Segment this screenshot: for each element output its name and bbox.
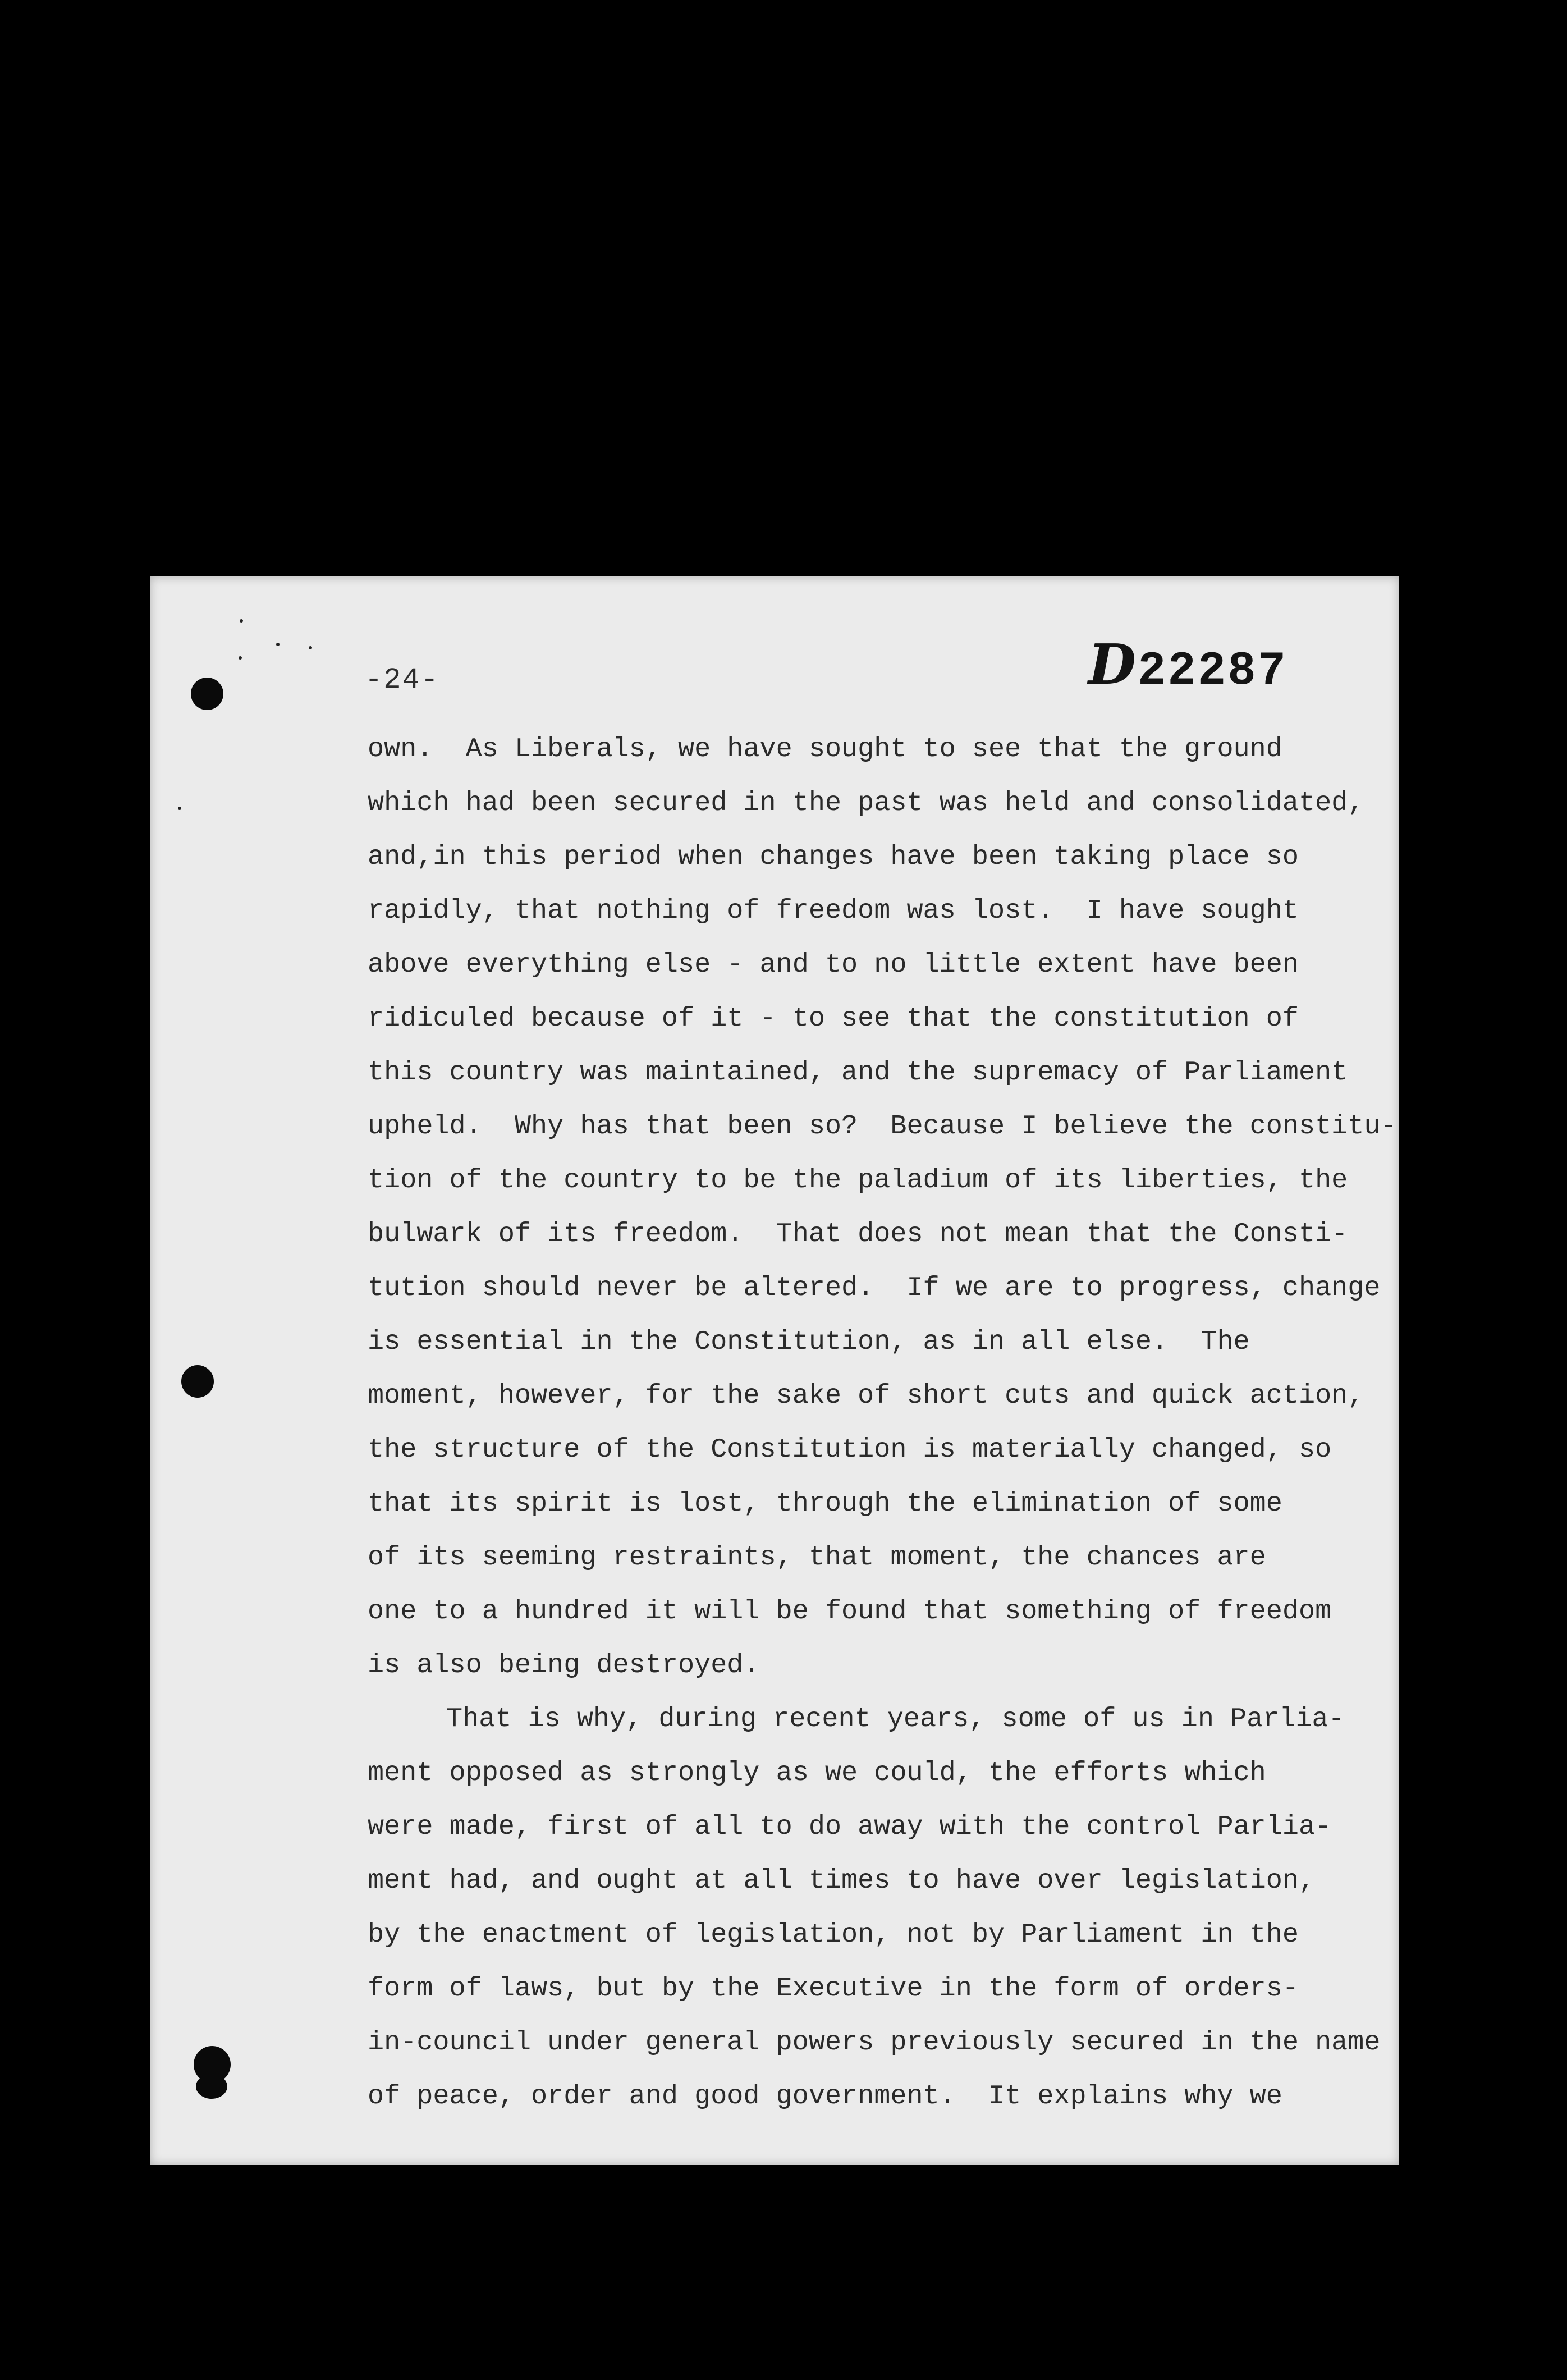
text-line: own. As Liberals, we have sought to see that the ground [368, 734, 1282, 765]
text-line: rapidly, that nothing of freedom was lost. I have sought [368, 895, 1299, 926]
document-id-number: 22287 [1137, 645, 1288, 698]
text-line: of its seeming restraints, that moment, the chances are [368, 1542, 1266, 1573]
binder-hole-top [191, 678, 223, 710]
text-line-paragraph-start: That is why, during recent years, some of us in Parlia- [446, 1704, 1345, 1734]
page-number: -24- [365, 663, 439, 697]
document-id-stamp [1088, 633, 1287, 698]
binder-hole-middle [181, 1365, 214, 1398]
text-line: ment opposed as strongly as we could, the efforts which [368, 1757, 1266, 1788]
text-line: the structure of the Constitution is materially changed, so [368, 1434, 1332, 1465]
text-line: ment had, and ought at all times to have over legislation, [368, 1865, 1316, 1896]
paper-speck [276, 643, 280, 646]
paper-speck [309, 646, 312, 649]
text-line: were made, first of all to do away with the control Parlia- [368, 1811, 1332, 1842]
document-id-lead: D [1088, 633, 1138, 697]
body-text [368, 722, 1397, 2123]
paper-speck [240, 619, 243, 623]
text-line: moment, however, for the sake of short cuts and quick action, [368, 1380, 1364, 1411]
binder-hole-bottom-shadow [196, 2074, 227, 2099]
text-line: that its spirit is lost, through the elimination of some [368, 1488, 1282, 1519]
text-line: which had been secured in the past was held and consolidated, [368, 788, 1364, 818]
text-line: tution should never be altered. If we are to progress, change [368, 1273, 1381, 1303]
text-line: by the enactment of legislation, not by Parliament in the [368, 1919, 1299, 1950]
paper-speck [178, 807, 181, 810]
text-line: and,in this period when changes have been taking place so [368, 841, 1299, 872]
text-line: this country was maintained, and the supremacy of Parliament [368, 1057, 1348, 1088]
text-line: one to a hundred it will be found that something of freedom [368, 1596, 1332, 1627]
text-line: upheld. Why has that been so? Because I believe the constitu- [368, 1111, 1397, 1142]
text-line: ridiculed because of it - to see that the constitution of [368, 1003, 1299, 1034]
text-line: bulwark of its freedom. That does not mean that the Consti- [368, 1219, 1348, 1250]
text-line: of peace, order and good government. It explains why we [368, 2081, 1282, 2112]
document-page [150, 576, 1399, 2165]
text-line: is essential in the Constitution, as in all else. The [368, 1326, 1250, 1357]
text-line: in-council under general powers previously secured in the name [368, 2027, 1381, 2058]
text-line: above everything else - and to no little extent have been [368, 949, 1299, 980]
paper-speck [239, 656, 242, 660]
text-line: is also being destroyed. [368, 1650, 760, 1681]
text-line: form of laws, but by the Executive in the form of orders- [368, 1973, 1299, 2004]
text-line: tion of the country to be the paladium of its liberties, the [368, 1165, 1348, 1196]
